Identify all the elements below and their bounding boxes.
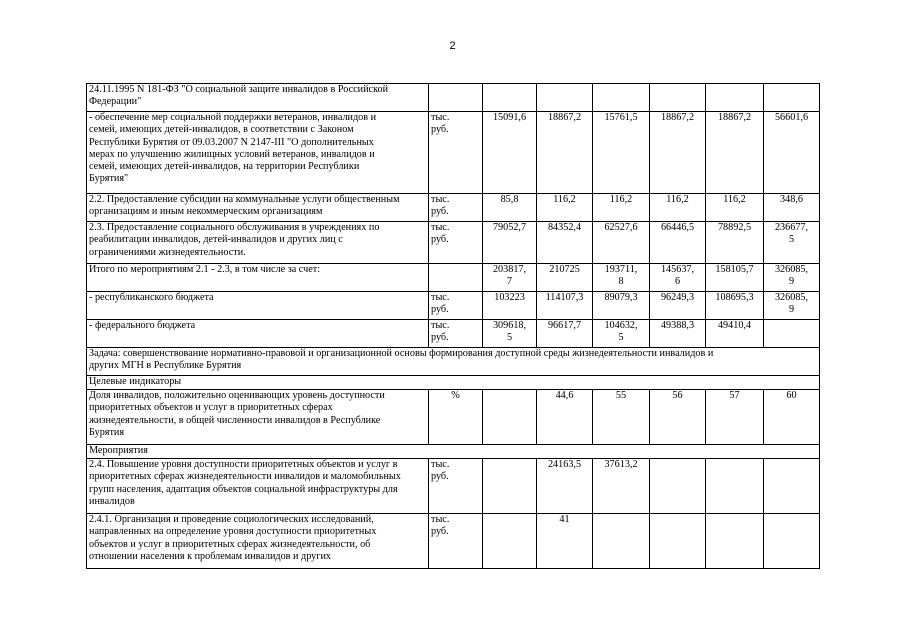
value-cell bbox=[483, 390, 537, 445]
unit-cell: тыс. руб. bbox=[429, 222, 483, 264]
value-cell: 104632, 5 bbox=[593, 320, 650, 348]
value-cell: 236677, 5 bbox=[764, 222, 820, 264]
row-name-cell: - обеспечение мер социальной поддержки ветеранов, инвалидов и семей, имеющих детей-инвалидов, в соответствии с Законом Республики Бурятия от 09.03.2007 N 2147-III "О дополнительных мерах по улучшению жилищных условий ветеранов, инвалидов и семей, имеющих детей-инвалидов, на территории Республики Бурятия" bbox=[87, 112, 429, 194]
row-name-cell: - республиканского бюджета bbox=[87, 292, 429, 320]
row-name-cell: 2.4. Повышение уровня доступности приоритетных объектов и услуг в приоритетных сферах жизнедеятельности инвалидов и маломобильных групп населения, адаптация объектов социальной инфраструктуры для инвалидов bbox=[87, 459, 429, 514]
unit-cell: % bbox=[429, 390, 483, 445]
value-cell: 103223 bbox=[483, 292, 537, 320]
value-cell bbox=[650, 514, 706, 569]
section-title: Мероприятия bbox=[87, 445, 820, 459]
value-cell: 37613,2 bbox=[593, 459, 650, 514]
row-name-cell: - федерального бюджета bbox=[87, 320, 429, 348]
value-cell: 49410,4 bbox=[706, 320, 764, 348]
value-cell: 96617,7 bbox=[537, 320, 593, 348]
value-cell: 326085, 9 bbox=[764, 264, 820, 292]
value-cell: 108695,3 bbox=[706, 292, 764, 320]
unit-cell: тыс. руб. bbox=[429, 514, 483, 569]
section-title: Задача: совершенствование нормативно-правовой и организационной основы формирования доступной среды жизнедеятельности инвалидов и других МГН в Республике Бурятия bbox=[87, 348, 820, 376]
value-cell: 56 bbox=[650, 390, 706, 445]
value-cell bbox=[764, 459, 820, 514]
value-cell bbox=[706, 514, 764, 569]
value-cell: 85,8 bbox=[483, 194, 537, 222]
unit-cell: тыс. руб. bbox=[429, 112, 483, 194]
value-cell: 145637, 6 bbox=[650, 264, 706, 292]
value-cell: 41 bbox=[537, 514, 593, 569]
value-cell: 193711, 8 bbox=[593, 264, 650, 292]
value-cell bbox=[706, 84, 764, 112]
value-cell: 158105,7 bbox=[706, 264, 764, 292]
value-cell: 116,2 bbox=[593, 194, 650, 222]
unit-cell bbox=[429, 84, 483, 112]
value-cell bbox=[537, 84, 593, 112]
value-cell: 116,2 bbox=[650, 194, 706, 222]
value-cell: 24163,5 bbox=[537, 459, 593, 514]
table-row bbox=[87, 292, 820, 320]
value-cell: 57 bbox=[706, 390, 764, 445]
value-cell bbox=[706, 459, 764, 514]
value-cell: 326085, 9 bbox=[764, 292, 820, 320]
table-row bbox=[87, 459, 820, 514]
row-name-cell: 24.11.1995 N 181-ФЗ "О социальной защите инвалидов в Российской Федерации" bbox=[87, 84, 429, 112]
section-row bbox=[87, 445, 820, 459]
value-cell: 84352,4 bbox=[537, 222, 593, 264]
value-cell bbox=[764, 514, 820, 569]
section-title: Целевые индикаторы bbox=[87, 376, 820, 390]
value-cell: 18867,2 bbox=[706, 112, 764, 194]
row-name-cell: Итого по мероприятиям 2.1 - 2.3, в том числе за счет: bbox=[87, 264, 429, 292]
table-row bbox=[87, 514, 820, 569]
value-cell: 56601,6 bbox=[764, 112, 820, 194]
section-row bbox=[87, 348, 820, 376]
table-row bbox=[87, 264, 820, 292]
table-row bbox=[87, 320, 820, 348]
table-row bbox=[87, 112, 820, 194]
value-cell: 60 bbox=[764, 390, 820, 445]
value-cell: 210725 bbox=[537, 264, 593, 292]
unit-cell bbox=[429, 264, 483, 292]
value-cell: 18867,2 bbox=[537, 112, 593, 194]
value-cell bbox=[483, 84, 537, 112]
value-cell: 203817, 7 bbox=[483, 264, 537, 292]
value-cell: 18867,2 bbox=[650, 112, 706, 194]
value-cell: 79052,7 bbox=[483, 222, 537, 264]
value-cell: 89079,3 bbox=[593, 292, 650, 320]
value-cell bbox=[483, 459, 537, 514]
value-cell: 78892,5 bbox=[706, 222, 764, 264]
table-row bbox=[87, 390, 820, 445]
value-cell: 55 bbox=[593, 390, 650, 445]
table-body bbox=[87, 84, 820, 569]
value-cell bbox=[764, 84, 820, 112]
value-cell bbox=[593, 84, 650, 112]
value-cell bbox=[764, 320, 820, 348]
section-row bbox=[87, 376, 820, 390]
page-number: 2 bbox=[449, 40, 456, 52]
program-table bbox=[86, 83, 820, 569]
value-cell bbox=[650, 459, 706, 514]
row-name-cell: Доля инвалидов, положительно оценивающих уровень доступности приоритетных объектов и услуг в приоритетных сферах жизнедеятельности, в общей численности инвалидов в Республике Бурятия bbox=[87, 390, 429, 445]
table-row bbox=[87, 222, 820, 264]
value-cell: 66446,5 bbox=[650, 222, 706, 264]
value-cell: 96249,3 bbox=[650, 292, 706, 320]
value-cell: 15091,6 bbox=[483, 112, 537, 194]
row-name-cell: 2.3. Предоставление социального обслуживания в учреждениях по реабилитации инвалидов, детей-инвалидов и других лиц с ограничениями жизнедеятельности. bbox=[87, 222, 429, 264]
unit-cell: тыс. руб. bbox=[429, 320, 483, 348]
value-cell: 44,6 bbox=[537, 390, 593, 445]
table-row bbox=[87, 84, 820, 112]
value-cell: 114107,3 bbox=[537, 292, 593, 320]
value-cell: 348,6 bbox=[764, 194, 820, 222]
value-cell bbox=[593, 514, 650, 569]
row-name-cell: 2.4.1. Организация и проведение социологических исследований, направленных на определение уровня доступности приоритетных объектов и услуг в приоритетных сферах жизнедеятельности, об отношении населения к проблемам инвалидов и других bbox=[87, 514, 429, 569]
value-cell: 309618, 5 bbox=[483, 320, 537, 348]
value-cell bbox=[483, 514, 537, 569]
unit-cell: тыс. руб. bbox=[429, 292, 483, 320]
unit-cell: тыс. руб. bbox=[429, 459, 483, 514]
value-cell: 116,2 bbox=[537, 194, 593, 222]
value-cell: 62527,6 bbox=[593, 222, 650, 264]
row-name-cell: 2.2. Предоставление субсидии на коммунальные услуги общественным организациям и иным некоммерческим организациям bbox=[87, 194, 429, 222]
table-row bbox=[87, 194, 820, 222]
value-cell: 15761,5 bbox=[593, 112, 650, 194]
value-cell: 49388,3 bbox=[650, 320, 706, 348]
value-cell: 116,2 bbox=[706, 194, 764, 222]
unit-cell: тыс. руб. bbox=[429, 194, 483, 222]
value-cell bbox=[650, 84, 706, 112]
